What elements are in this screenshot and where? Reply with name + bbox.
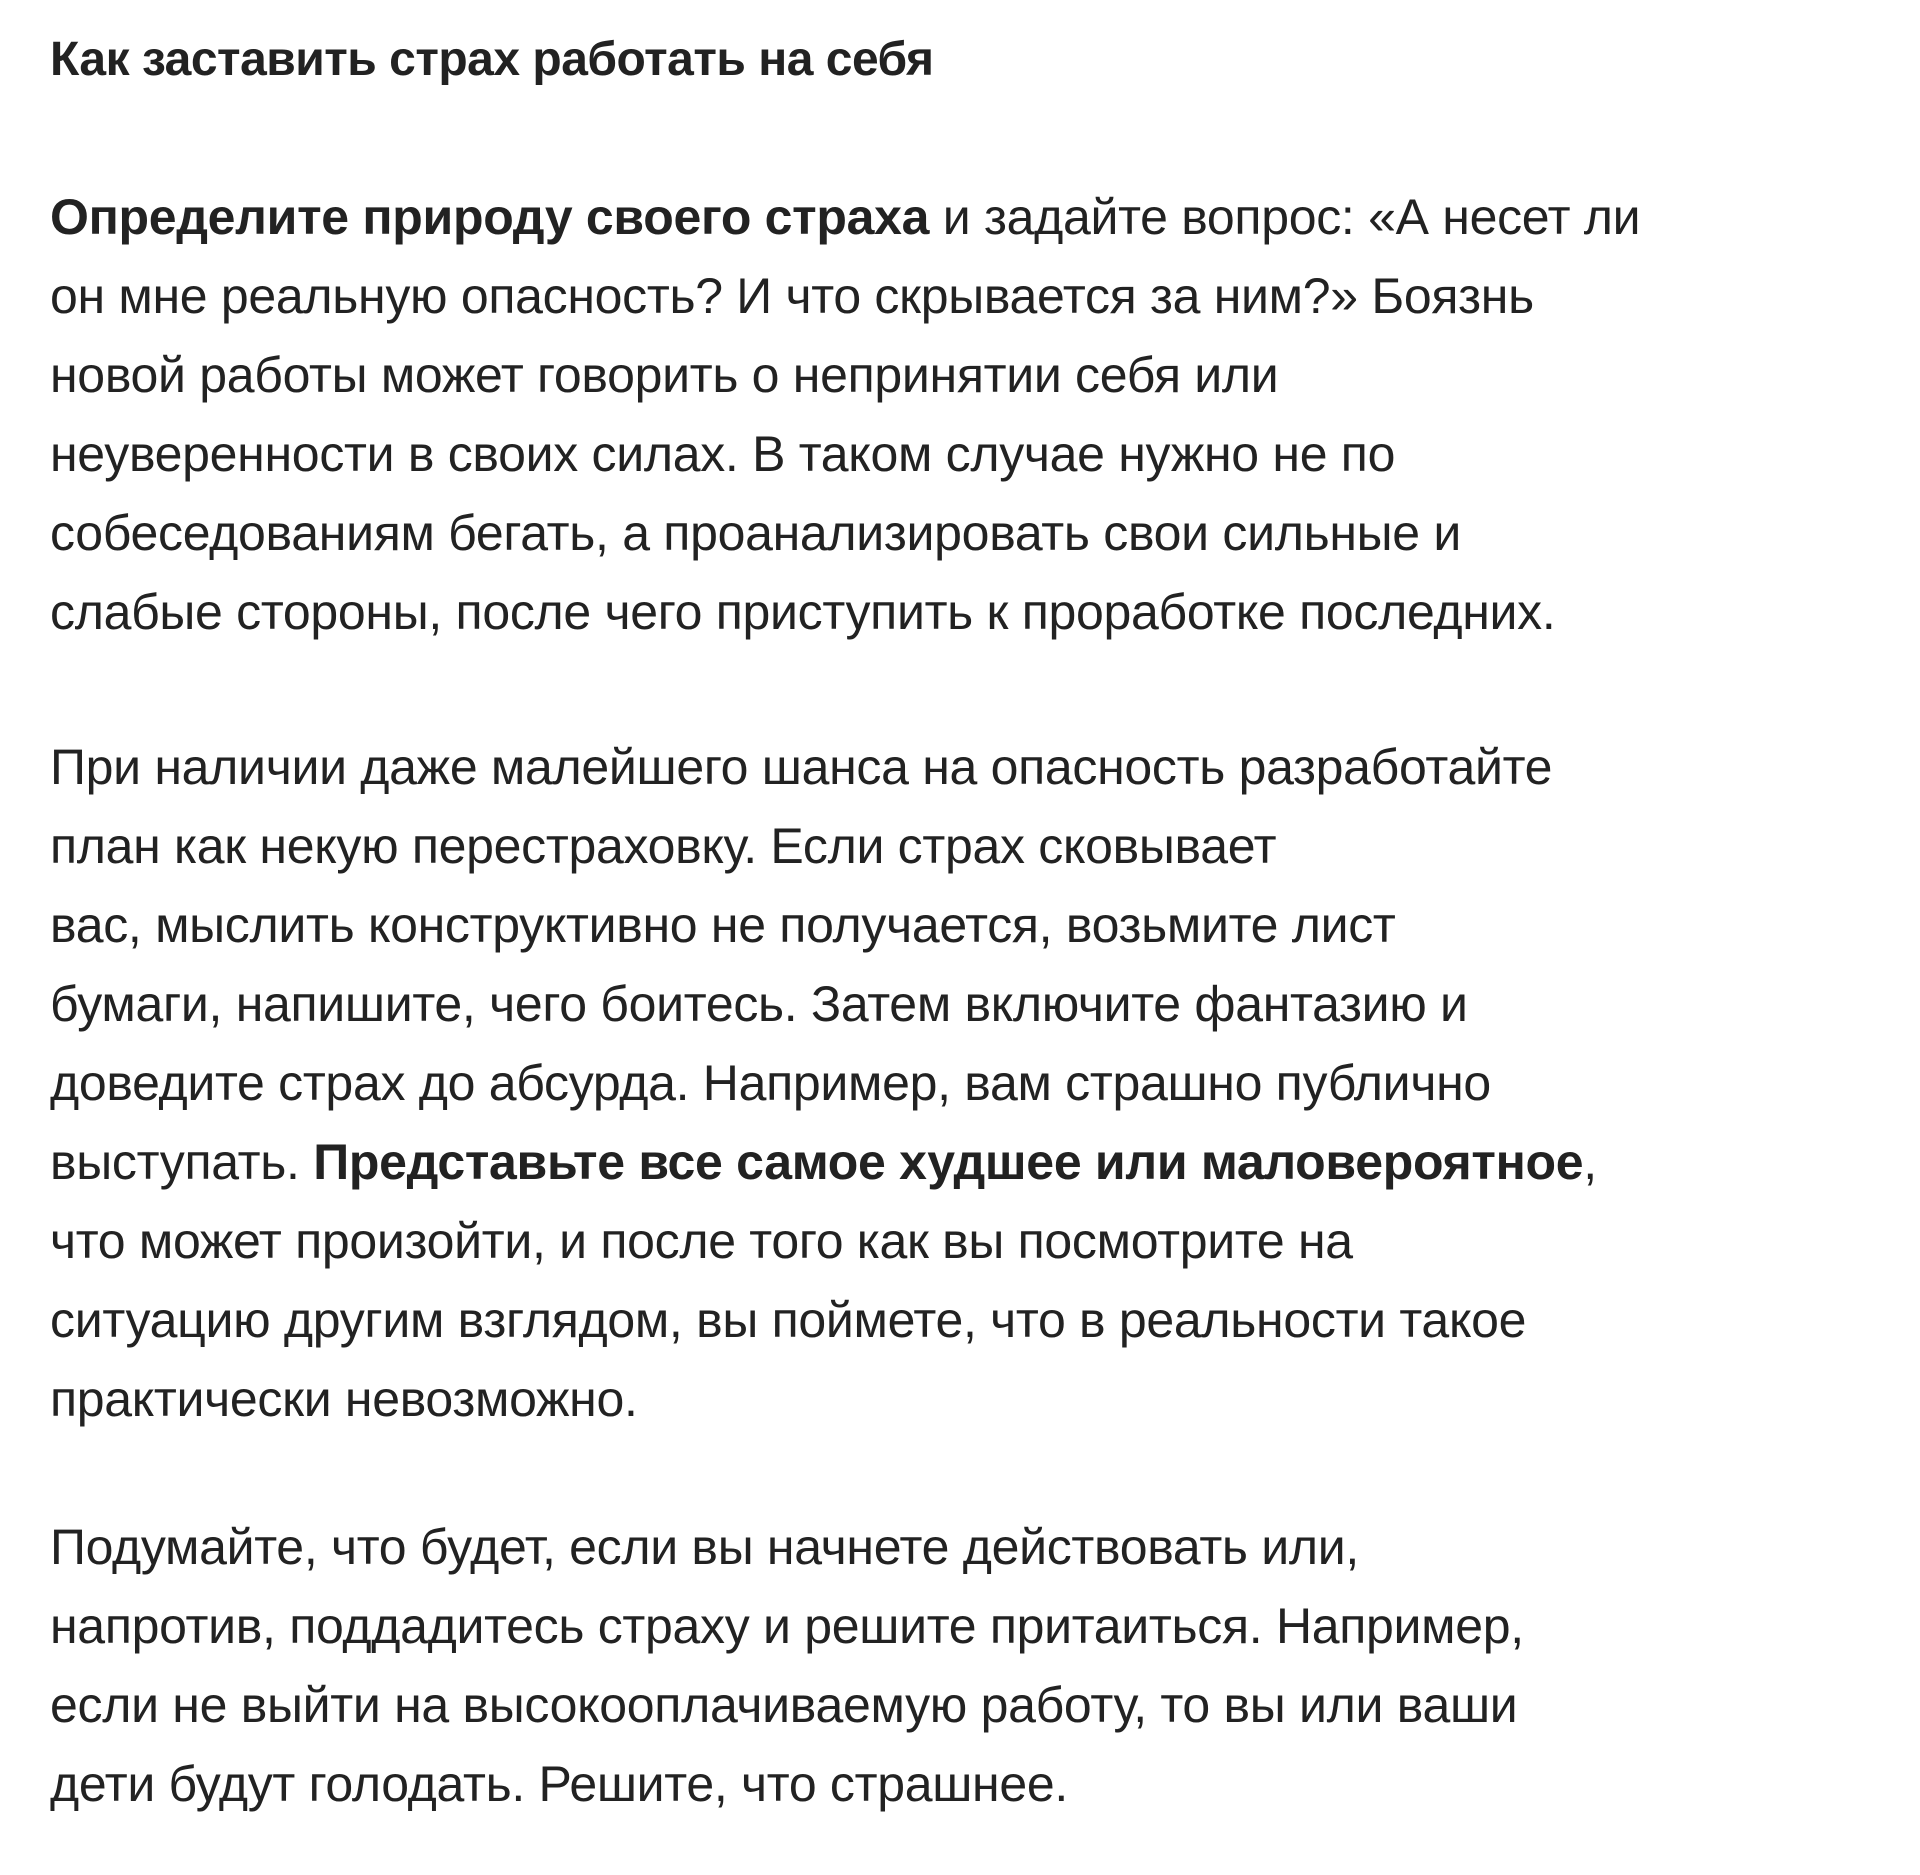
paragraph-line: собеседованиям бегать, а проанализировать свои сильные и xyxy=(50,505,1462,561)
paragraph-line: неуверенности в своих силах. В таком случае нужно не по xyxy=(50,426,1396,482)
article-title: Как заставить страх работать на себя xyxy=(50,33,934,86)
line-text-after: , xyxy=(1583,1134,1597,1190)
paragraph-line: если не выйти на высокооплачиваемую работу, то вы или ваши xyxy=(50,1677,1518,1733)
paragraph-line: что может произойти, и после того как вы посмотрите на xyxy=(50,1213,1353,1269)
paragraph-line: практически невозможно. xyxy=(50,1371,638,1427)
paragraph-line: Подумайте, что будет, если вы начнете действовать или, xyxy=(50,1519,1359,1575)
line-text: и задайте вопрос: «А несет ли xyxy=(929,189,1641,245)
paragraph-2 xyxy=(50,728,1597,1439)
paragraph-line: вас, мыслить конструктивно не получается, возьмите лист xyxy=(50,897,1396,953)
paragraph-line: дети будут голодать. Решите, что страшнее. xyxy=(50,1756,1068,1812)
bold-phrase: Представьте все самое худшее или маловероятное xyxy=(313,1134,1584,1190)
paragraph-line xyxy=(50,1123,1597,1202)
paragraph-line: план как некую перестраховку. Если страх сковывает xyxy=(50,818,1277,874)
line-text: выступать. xyxy=(50,1134,314,1190)
paragraph-line: новой работы может говорить о непринятии себя или xyxy=(50,347,1279,403)
paragraph-line: ситуацию другим взглядом, вы поймете, что в реальности такое xyxy=(50,1292,1527,1348)
paragraph-line: доведите страх до абсурда. Например, вам страшно публично xyxy=(50,1055,1491,1111)
paragraph-line: При наличии даже малейшего шанса на опасность разработайте xyxy=(50,739,1553,795)
bold-phrase: Определите природу своего страха xyxy=(50,189,930,245)
paragraph-line: напротив, поддадитесь страху и решите притаиться. Например, xyxy=(50,1598,1524,1654)
paragraph-line xyxy=(50,178,1640,257)
paragraph-3 xyxy=(50,1508,1524,1824)
paragraph-line: слабые стороны, после чего приступить к проработке последних. xyxy=(50,584,1556,640)
paragraph-1 xyxy=(50,178,1640,652)
paragraph-line: он мне реальную опасность? И что скрывается за ним?» Боязнь xyxy=(50,268,1534,324)
paragraph-line: бумаги, напишите, чего боитесь. Затем включите фантазию и xyxy=(50,976,1468,1032)
